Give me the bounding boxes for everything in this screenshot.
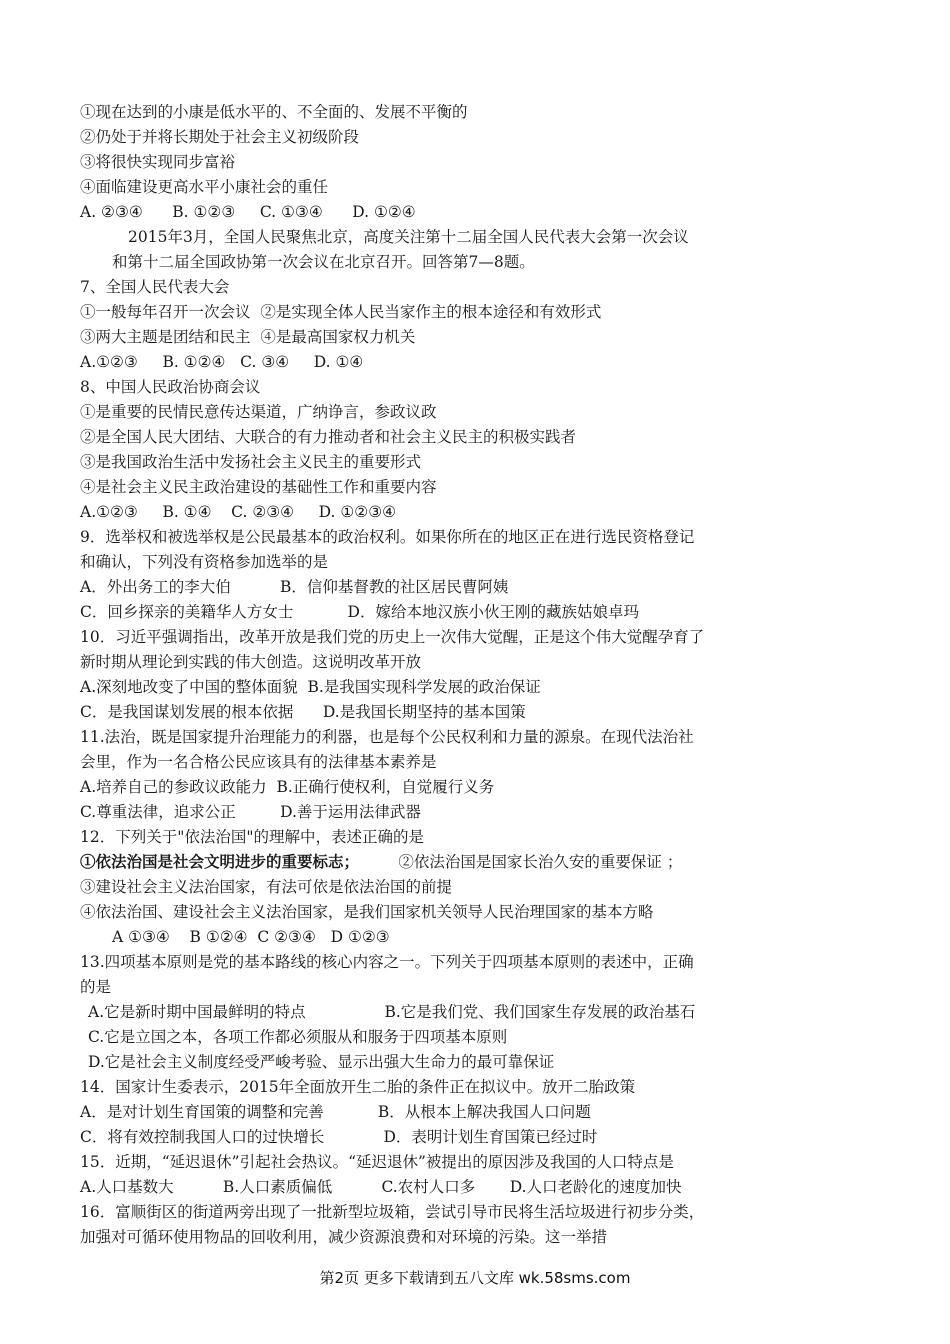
text-line: D.它是社会主义制度经受严峻考验、显示出强大生命力的最可靠保证 xyxy=(88,1053,555,1071)
text-line: 16．富顺街区的街道两旁出现了一批新型垃圾箱，尝试引导市民将生活垃圾进行初步分类， xyxy=(80,1203,705,1221)
text-line: ①一般每年召开一次会议 ②是实现全体人民当家作主的根本途径和有效形式 xyxy=(80,303,602,321)
text-line: 12．下列关于"依法治国"的理解中，表述正确的是 xyxy=(80,828,424,846)
text-line: C．是我国谋划发展的根本依据 D.是我国长期坚持的基本国策 xyxy=(80,703,526,721)
text-line: 7、全国人民代表大会 xyxy=(80,278,230,296)
bold-statement: ①依法治国是社会文明进步的重要标志； xyxy=(80,852,360,871)
text-line: C．回乡探亲的美籍华人方女士 D．嫁给本地汉族小伙王刚的藏族姑娘卓玛 xyxy=(80,603,639,621)
text-line: C．将有效控制我国人口的过快增长 D．表明计划生育国策已经过时 xyxy=(80,1128,598,1146)
text-line: 会里，作为一名合格公民应该具有的法律基本素养是 xyxy=(80,753,437,771)
text-line: ①是重要的民情民意传达渠道，广纳诤言，参政议政 xyxy=(80,403,437,421)
text-line: ③是我国政治生活中发扬社会主义民主的重要形式 xyxy=(80,453,422,471)
text-line: ④依法治国、建设社会主义法治国家，是我们国家机关领导人民治理国家的基本方略 xyxy=(80,903,654,921)
text-line: ④面临建设更高水平小康社会的重任 xyxy=(80,178,329,196)
page-footer: 第2页 更多下载请到五八文库 wk.58sms.com xyxy=(319,1269,631,1287)
text-line: ②是全国人民大团结、大联合的有力推动者和社会主义民主的积极实践者 xyxy=(80,428,577,446)
text-line: 和确认，下列没有资格参加选举的是 xyxy=(80,553,329,571)
text-line: ③两大主题是团结和民主 ④是最高国家权力机关 xyxy=(80,328,416,346)
text-line: A.人口基数大 B.人口素质偏低 C.农村人口多 D.人口老龄化的速度加快 xyxy=(80,1178,682,1196)
text-line: 和第十二届全国政协第一次会议在北京召开。回答第7—8题。 xyxy=(112,253,535,271)
text-line: 加强对可循环使用物品的回收利用，减少资源浪费和对环境的污染。这一举措 xyxy=(80,1228,608,1246)
text-line: 的是 xyxy=(80,978,112,996)
text-line: A ①③④ B ①②④ C ②③④ D ①②③ xyxy=(112,928,390,946)
text-line: 11.法治，既是国家提升治理能力的利器，也是每个公民权利和力量的源泉。在现代法治社 xyxy=(80,728,694,746)
text-line: 15．近期，“延迟退休”引起社会热议。“延迟退休”被提出的原因涉及我国的人口特点是 xyxy=(80,1153,674,1171)
text-line: C.尊重法律，追求公正 D.善于运用法律武器 xyxy=(80,803,421,821)
text-line: A.深刻地改变了中国的整体面貌 B.是我国实现科学发展的政治保证 xyxy=(80,678,541,696)
text-line: A.①②③ B. ①②④ C. ③④ D. ①④ xyxy=(80,353,364,371)
text-line: 9．选举权和被选举权是公民最基本的政治权利。如果你所在的地区正在进行选民资格登记 xyxy=(80,528,695,546)
text-line: 新时期从理论到实践的伟大创造。这说明改革开放 xyxy=(80,653,422,671)
statement: ②依法治国是国家长治久安的重要保证 ； xyxy=(359,853,683,871)
text-line: 10．习近平强调指出，改革开放是我们党的历史上一次伟大觉醒，正是这个伟大觉醒孕育了 xyxy=(80,628,705,646)
text-line: ③将很快实现同步富裕 xyxy=(80,153,236,171)
text-line: A．外出务工的李大伯 B．信仰基督教的社区居民曹阿姨 xyxy=(80,578,509,596)
text-line: 14．国家计生委表示，2015年全面放开生二胎的条件正在拟议中。放开二胎政策 xyxy=(80,1078,636,1096)
text-line: ③建设社会主义法治国家，有法可依是依法治国的前提 xyxy=(80,878,453,896)
text-line xyxy=(80,852,682,872)
text-line: A．是对计划生育国策的调整和完善 B．从根本上解决我国人口问题 xyxy=(80,1103,591,1121)
text-line: ④是社会主义民主政治建设的基础性工作和重要内容 xyxy=(80,478,437,496)
text-line: A.它是新时期中国最鲜明的特点 B.它是我们党、我们国家生存发展的政治基石 xyxy=(88,1003,696,1021)
text-line: 8、中国人民政治协商会议 xyxy=(80,378,261,396)
text-line: 13.四项基本原则是党的基本路线的核心内容之一。下列关于四项基本原则的表述中，正确 xyxy=(80,953,694,971)
text-line: 2015年3月，全国人民聚焦北京，高度关注第十二届全国人民代表大会第一次会议 xyxy=(128,228,689,246)
text-line: ①现在达到的小康是低水平的、不全面的、发展不平衡的 xyxy=(80,103,468,121)
text-line: A.①②③ B. ①④ C. ②③④ D. ①②③④ xyxy=(80,503,396,521)
text-line: A.培养自己的参政议政能力 B.正确行使权利，自觉履行义务 xyxy=(80,778,495,796)
text-line: C.它是立国之本，各项工作都必须服从和服务于四项基本原则 xyxy=(88,1028,508,1046)
text-line: A. ②③④ B. ①②③ C. ①③④ D. ①②④ xyxy=(80,203,416,221)
text-line: ②仍处于并将长期处于社会主义初级阶段 xyxy=(80,128,360,146)
